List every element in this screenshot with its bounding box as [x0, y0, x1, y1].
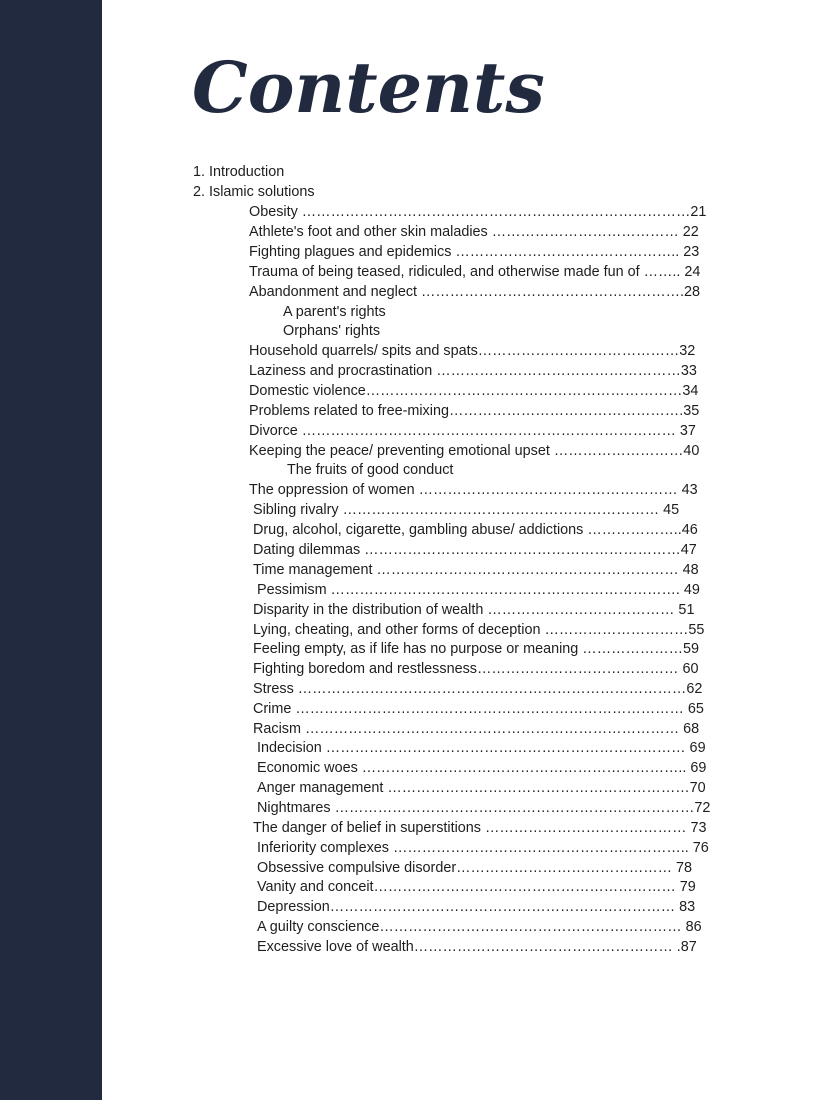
toc-entry-introduction: 1. Introduction [193, 164, 285, 180]
toc-entry-ocd: Obsessive compulsive disorder……………………………………… 78 [257, 860, 693, 876]
page-title: Contents [192, 46, 545, 129]
toc-entry-laziness: Laziness and procrastination ……………………………………………33 [249, 363, 697, 379]
toc-entry-keeping-peace: Keeping the peace/ preventing emotional upset ………………………40 [249, 443, 700, 459]
toc-entry-superstitions: The danger of belief in superstitions …………………………………… 73 [253, 820, 707, 836]
toc-entry-wealth-disparity: Disparity in the distribution of wealth ………………………………… 51 [253, 602, 695, 618]
toc-entry-inferiority-complexes: Inferiority complexes …………………………………………………….. 76 [257, 840, 709, 856]
toc-entry-economic-woes: Economic woes ………………………………………………………….. 69 [257, 760, 707, 776]
toc-entry-sibling-rivalry: Sibling rivalry ………………………………………………………… 45 [253, 502, 680, 518]
toc-entry-trauma: Trauma of being teased, ridiculed, and otherwise made fun of …….. 24 [249, 264, 701, 280]
toc-entry-oppression-of-women: The oppression of women ……………………………………………… 43 [249, 482, 698, 498]
toc-entry-dating-dilemmas: Dating dilemmas …………………………………………………………47 [253, 542, 697, 558]
toc-entry-obesity: Obesity ………………………………………………………………………21 [249, 204, 707, 220]
toc-entry-islamic-solutions: 2. Islamic solutions [193, 184, 315, 200]
toc-entry-pessimism: Pessimism ………………………………………………………………. 49 [257, 582, 700, 598]
toc-entry-anger-management: Anger management ………………………………………………………70 [257, 780, 706, 796]
toc-entry-free-mixing: Problems related to free-mixing………………………………………….35 [249, 403, 700, 419]
toc-entry-love-of-wealth: Excessive love of wealth……………………………………………… .87 [257, 939, 697, 955]
toc-entry-boredom: Fighting boredom and restlessness…………………………………… 60 [253, 661, 699, 677]
toc-entry-crime: Crime ……………………………………………………………………… 65 [253, 701, 704, 717]
toc-entry-athletes-foot: Athlete's foot and other skin maladies ………………………………… 22 [249, 224, 699, 240]
toc-entry-addictions: Drug, alcohol, cigarette, gambling abuse/ addictions ………………..46 [253, 522, 698, 538]
sidebar-band [0, 0, 102, 1100]
toc-entry-stress: Stress ………………………………………………………………………62 [253, 681, 703, 697]
toc-entry-deception: Lying, cheating, and other forms of deception …………………………55 [253, 622, 705, 638]
toc-entry-racism: Racism …………………………………………………………………… 68 [253, 721, 700, 737]
toc-subentry-parents-rights: A parent's rights [283, 304, 386, 320]
toc-subentry-fruits-of-good-conduct: The fruits of good conduct [287, 462, 454, 478]
toc-entry-indecision: Indecision ………………………………………………………………… 69 [257, 740, 706, 756]
toc-entry-divorce: Divorce …………………………………………………………………… 37 [249, 423, 696, 439]
toc-entry-nightmares: Nightmares …………………………………………………………………72 [257, 800, 711, 816]
toc-entry-vanity: Vanity and conceit……………………………………………………… 79 [257, 879, 696, 895]
toc-entry-depression: Depression……………………………………………………………… 83 [257, 899, 696, 915]
toc-entry-domestic-violence: Domestic violence…………………………………………………………34 [249, 383, 699, 399]
toc-entry-time-management: Time management ……………………………………………………… 48 [253, 562, 699, 578]
toc-entry-plagues: Fighting plagues and epidemics ……………………………………….. 23 [249, 244, 700, 260]
toc-entry-guilty-conscience: A guilty conscience……………………………………………………… 86 [257, 919, 702, 935]
toc-subentry-orphans-rights: Orphans' rights [283, 323, 381, 339]
toc-entry-feeling-empty: Feeling empty, as if life has no purpose or meaning …………………59 [253, 641, 700, 657]
toc-entry-household-quarrels: Household quarrels/ spits and spats……………………………………32 [249, 343, 696, 359]
toc-entry-abandonment: Abandonment and neglect ……………………………………………….28 [249, 284, 701, 300]
